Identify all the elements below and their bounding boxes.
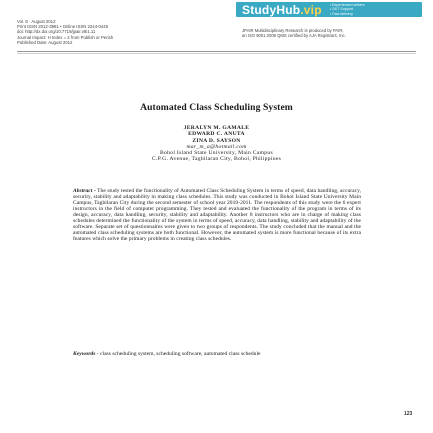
banner-tag: • Experienced writers xyxy=(329,2,365,7)
header-divider-secondary xyxy=(17,53,416,54)
abstract-label: Abstract - xyxy=(73,188,96,194)
banner-tags xyxy=(330,3,365,16)
publisher-meta-line: JPAIR Multidisciplinary Research is produced by PAIR, xyxy=(242,28,344,33)
banner-tag: • 24/7 Support xyxy=(329,7,354,12)
banner-tag: • Fast delivery xyxy=(329,11,353,16)
author-email: mar_m_a@hotmail.com xyxy=(186,143,247,150)
brand-name: StudyHub xyxy=(242,2,301,17)
publisher-meta-line: an ISO 9001:2008 QMS certified by AJA Registrars, Inc. xyxy=(242,33,346,38)
author-name: ZINA D. SAYSON xyxy=(192,137,241,144)
author-name: EDWARD C. ANUTA xyxy=(188,131,245,138)
journal-meta-line: Published Date: August 2012 xyxy=(17,39,73,45)
header-divider xyxy=(17,51,416,52)
abstract xyxy=(73,188,361,242)
keywords xyxy=(73,351,361,357)
author-name: JERALYN M. GAMALE xyxy=(183,125,250,131)
publisher-meta xyxy=(242,28,422,38)
journal-meta-line: doi: http://dx.doi.org/10.7719/jpair.v8i1.11 xyxy=(17,29,96,35)
author-block xyxy=(0,125,433,163)
journal-meta-line: Journal Impact: H Index = 2 from Publish or Perish xyxy=(17,34,114,40)
abstract-text: The study tested the functionality of Automated Class Scheduling System in terms of speed, data handling, accuracy, security, stability and adaptability in making class schedules. This study was conducted in Bohol Island State University Main Campus, Tagbilaran City during the second semester of school year 2010-2011. The respondents of this study were the 6 expert instructors in the field of computer programming. They tested and evaluated the functionality of the program in terms of its design, accuracy, data handling, security, stability and adaptability. Another 8 instructors who are in charge of making class schedules determined the functionality of the system in terms of speed, accuracy, data handling, stability and adaptability of the software. Separate set of questionnaires were given to two groups of respondents. The study concluded that the manual and the automated class scheduling systems are both functional. However, the automated system is more functional because of its extra features which solve the primary problems in creating class schedules. xyxy=(73,188,362,243)
keywords-text: - class scheduling system, scheduling software, automated class schedule xyxy=(96,351,261,357)
brand-logo xyxy=(236,3,322,17)
journal-meta-line: Print ISSN 2012-3981 • Online ISSN 2244-0445 xyxy=(17,24,109,30)
page-number: 123 xyxy=(404,411,413,417)
affiliation-line: C.P.G. Avenue, Tagbilaran City, Bohol, Philippines xyxy=(151,156,282,163)
keywords-label: Keywords xyxy=(73,351,96,357)
journal-meta xyxy=(17,19,167,45)
paper-title: Automated Class Scheduling System xyxy=(140,102,293,113)
studyhub-banner[interactable] xyxy=(236,2,422,17)
brand-suffix: .vip xyxy=(300,2,322,17)
affiliation-line: Bohol Island State University, Main Campus xyxy=(160,150,273,157)
journal-meta-line: Vol. 8 · August 2012 xyxy=(17,19,56,24)
